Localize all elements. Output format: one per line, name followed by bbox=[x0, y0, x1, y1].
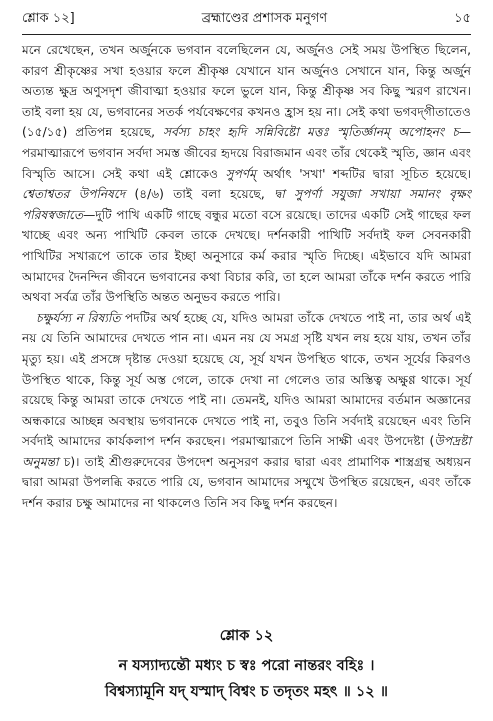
text-segment: পদটির অর্থ হচ্ছে যে, যদিও আমরা তাঁকে দেখতে পাই না, তার অর্থ এই নয় যে তিনি আমাদের দেখতে পান না। এমন নয় যে সমগ্র সৃষ্টি যখন লয় হয়ে যায়, তখন তাঁর মৃত্যু হয়। এই প্রসঙ্গে দৃষ্টান্ত দেওয়া হয়েছে যে, সূর্য যখন উপস্থিত থাকে, তখন সূর্যের কিরণও উপস্থিত থাকে, কিন্তু সূর্য অস্ত গেলে, তাকে দেখা না গেলেও তার অস্তিত্ব অক্ষুণ্ণ থাকে। সূর্য রয়েছে কিন্তু আমরা তাকে দেখতে পাই না। তেমনই, যদিও আমরা আমাদের বর্তমান অজ্ঞানের অন্ধকারে আচ্ছন্ন অবস্থায় ভগবানকে দেখতে পাই না, তবুও তিনি সর্বদাই রয়েছেন এবং তিনি সর্বদাই আমাদের কার্যকলাপ দর্শন করছেন। পরমাত্মারূপে তিনি সাক্ষী এবং উপদেষ্টা ( bbox=[22, 310, 471, 449]
text-segment: —পরমাত্মারূপে ভগবান সর্বদা সমস্ত জীবের হৃদয়ে বিরাজমান এবং তাঁর থেকেই স্মৃতি, জ্ঞান এবং বিস্মৃতি আসে। সেই কথা এই শ্লোকেও bbox=[22, 125, 471, 181]
italic-quote: চক্ষুর্যস্য ন রিষ্যতি bbox=[36, 310, 121, 325]
header-title: ব্রহ্মাণ্ডের প্রশাসক মনুগণ bbox=[201, 10, 328, 26]
italic-quote: সর্বস্য চাহং হৃদি সন্নিবিষ্টো মত্তঃ স্মৃতির্জ্ঞানম্ অপোহনং চ bbox=[163, 125, 459, 140]
text-segment: (৪/৬) তাই বলা হয়েছে, bbox=[125, 187, 275, 202]
paragraph bbox=[22, 40, 471, 308]
verse-line-1: ন যস্যাদ্যন্তৌ মধ্যং চ স্বঃ পরো নান্তরং বহিঃ । bbox=[118, 658, 375, 674]
purport-text bbox=[22, 40, 471, 514]
italic-quote: শ্বেতাশ্বতর উপনিষদে bbox=[22, 187, 126, 202]
header-verse-ref: শ্লোক ১২] bbox=[22, 10, 75, 26]
italic-quote: উপদ্রষ্টা অনুমন্তা bbox=[22, 434, 471, 469]
page-header bbox=[22, 4, 471, 35]
text-segment: চ)। তাই শ্রীগুরুদেবের উপদেশ অনুসরণ করার দ্বারা এবং প্রামাণিক শাস্ত্রগ্রন্থ অধ্যয়ন দ্বারা আমরা উপলব্ধি করতে পারি যে, ভগবান আমাদের সম্মুখে উপস্থিত রয়েছেন, এবং তাঁকে দর্শন করার চক্ষু আমাদের না থাকলেও তিনি সব কিছু দর্শন করছেন। bbox=[22, 454, 471, 511]
verse-title: শ্লোক ১২ bbox=[219, 628, 274, 644]
verse-block bbox=[22, 625, 471, 705]
text-segment: অর্থাৎ 'সখা' শব্দটির দ্বারা সূচিত হয়েছে। bbox=[255, 166, 471, 181]
page-number: ১৫ bbox=[454, 10, 471, 26]
paragraph bbox=[22, 308, 471, 514]
italic-quote: সুপর্ণম্ bbox=[225, 166, 256, 181]
text-segment: —দুটি পাখি একটি গাছে বন্ধুর মতো বসে রয়েছে। তাদের একটি সেই গাছের ফল খাচ্ছে এবং অন্য পাখিটি কেবল তাকে দেখছে। দর্শনকারী পাখিটি সর্বদাই ফল সেবনকারী পাখিটির সখারূপে তাকে তার ইচ্ছা অনুসারে কর্ম করার স্মৃতি দিচ্ছে। এইভাবে যদি আমরা আমাদের দৈনন্দিন জীবনে ভগবানের কথা বিচার করি, তা হলে আমরা তাঁকে দর্শন করতে পারি অথবা সর্বত্র তাঁর উপস্থিতি অন্তত অনুভব করতে পারি। bbox=[22, 207, 471, 305]
text-segment: মনে রেখেছেন, তখন অর্জুনকে ভগবান বলেছিলেন যে, অর্জুনও সেই সময় উপস্থিত ছিলেন, কারণ শ্রীকৃষ্ণের সখা হওয়ার ফলে শ্রীকৃষ্ণ যেখানে যান অর্জুনও সেখানে যান, কিন্তু অর্জুন অত্যন্ত ক্ষুদ্র অণুসদৃশ জীবাত্মা হওয়ার ফলে ভুলে যান, কিন্তু শ্রীকৃষ্ণ সব কিছু স্মরণ রাখেন। তাই বলা হয় যে, ভগবানের সতর্ক পর্যবেক্ষণের কখনও হ্রাস হয় না। সেই কথা ভগবদ্‌গীতাতেও (১৫/১৫) প্রতিপন্ন হয়েছে, bbox=[22, 43, 471, 140]
verse-line-2: বিশ্বস্যামূনি যদ্ যস্মাদ্ বিশ্বং চ তদৃতং মহৎ ॥ ১২ ॥ bbox=[105, 684, 388, 700]
italic-quote: দ্বা সুপর্ণা সযুজা সখায়া সমানং বৃক্ষং পরিষস্বজাতে bbox=[22, 187, 471, 222]
